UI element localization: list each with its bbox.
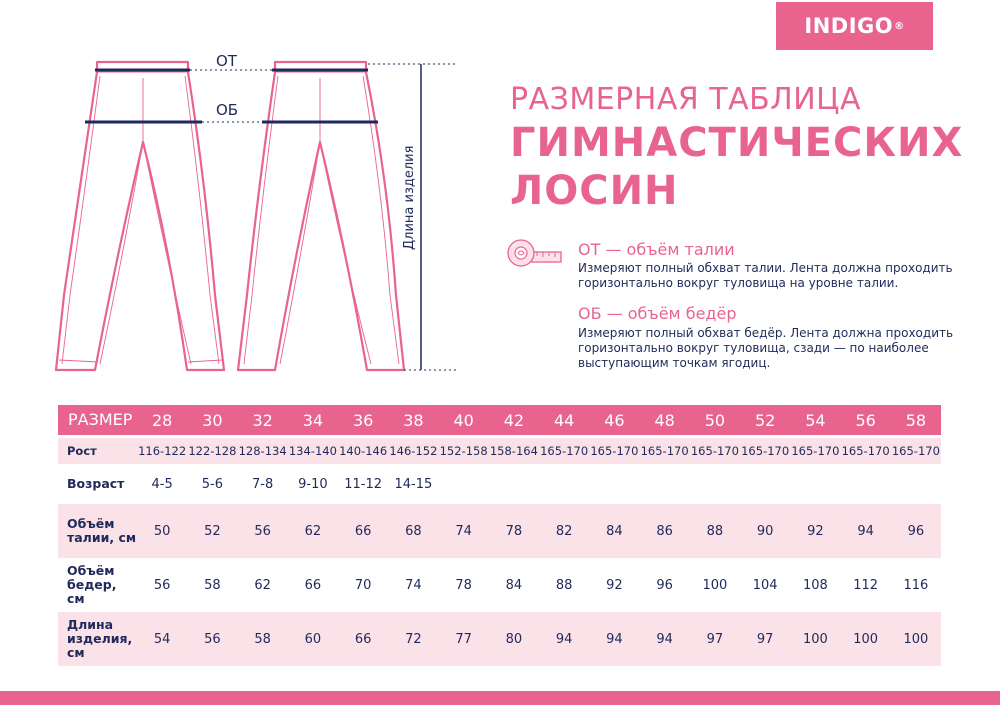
table-cell bbox=[589, 464, 639, 504]
table-cell: 56 bbox=[238, 504, 288, 558]
table-cell: 66 bbox=[304, 577, 322, 593]
table-cell: 11-12 bbox=[344, 476, 383, 492]
size-cell: 34 bbox=[288, 405, 338, 435]
table-cell: 165-170 bbox=[790, 438, 840, 464]
size-cell: 32 bbox=[238, 405, 288, 435]
title-line-2: ГИМНАСТИЧЕСКИХ bbox=[510, 120, 964, 166]
table-cell: 52 bbox=[187, 504, 237, 558]
table-cell: 14-15 bbox=[394, 476, 433, 492]
table-cell: 100 bbox=[841, 612, 891, 666]
table-cell: 92 bbox=[606, 577, 623, 593]
hip-label: ОБ bbox=[216, 101, 239, 119]
table-cell: 116-122 bbox=[137, 438, 187, 464]
registered-mark: ® bbox=[894, 20, 905, 32]
size-cell: 54 bbox=[790, 405, 840, 435]
table-cell: 7-8 bbox=[252, 476, 274, 492]
table-cell: 78 bbox=[489, 504, 539, 558]
table-cell: 165-170 bbox=[690, 438, 740, 464]
table-cell: 66 bbox=[338, 612, 388, 666]
table-cell: 74 bbox=[405, 577, 422, 593]
table-cell bbox=[891, 464, 941, 504]
table-cell: 97 bbox=[740, 612, 790, 666]
table-cell: 96 bbox=[891, 504, 941, 558]
size-cell: 58 bbox=[891, 405, 941, 435]
table-cell: 78 bbox=[455, 577, 472, 593]
size-cell: 38 bbox=[388, 405, 438, 435]
table-cell: 60 bbox=[288, 612, 338, 666]
table-cell: 5-6 bbox=[201, 476, 223, 492]
hip-row bbox=[58, 558, 941, 612]
table-cell: 72 bbox=[388, 612, 438, 666]
table-cell: 158-164 bbox=[489, 438, 539, 464]
hip-definition-heading: ОБ — объём бедёр bbox=[578, 304, 737, 323]
table-cell: 82 bbox=[539, 504, 589, 558]
waist-label: ОТ bbox=[216, 52, 237, 70]
table-cell: 165-170 bbox=[640, 438, 690, 464]
size-cell: 44 bbox=[539, 405, 589, 435]
table-cell: 96 bbox=[656, 577, 673, 593]
table-cell: 140-146 bbox=[338, 438, 388, 464]
brand-logo bbox=[776, 2, 933, 50]
waist-definition-heading: ОТ — объём талии bbox=[578, 240, 735, 259]
title-line-3: ЛОСИН bbox=[510, 168, 679, 214]
table-cell: 58 bbox=[238, 612, 288, 666]
size-cell: 52 bbox=[740, 405, 790, 435]
table-cell: 86 bbox=[640, 504, 690, 558]
leggings-back-outline bbox=[238, 62, 404, 370]
table-cell: 84 bbox=[505, 577, 523, 593]
table-cell: 50 bbox=[137, 504, 187, 558]
table-cell: 54 bbox=[137, 612, 187, 666]
hip-definition-text: Измеряют полный обхват бедёр. Лента должна проходить горизонтально вокруг туловища, сзади — по наиболее выступающим точкам ягодиц. bbox=[578, 326, 954, 370]
age-row bbox=[58, 464, 941, 504]
title-line-1: РАЗМЕРНАЯ ТАБЛИЦА bbox=[510, 82, 861, 117]
size-cell: 48 bbox=[640, 405, 690, 435]
bottom-accent-bar bbox=[0, 691, 1000, 705]
row-label: Объём бедер, см bbox=[67, 563, 117, 606]
waist-definition-text: Измеряют полный обхват талии. Лента должна проходить горизонтально вокруг туловища на уровне талии. bbox=[578, 261, 953, 290]
table-cell bbox=[489, 464, 539, 504]
table-cell bbox=[439, 464, 489, 504]
table-cell: 56 bbox=[187, 612, 237, 666]
height-row bbox=[58, 438, 941, 464]
table-cell bbox=[740, 464, 790, 504]
table-cell bbox=[690, 464, 740, 504]
brand-logo-text: INDIGO bbox=[804, 14, 894, 38]
table-cell: 88 bbox=[555, 577, 573, 593]
row-label: Объём талии, см bbox=[58, 504, 137, 558]
table-cell: 62 bbox=[254, 577, 271, 593]
table-cell: 4-5 bbox=[151, 476, 173, 492]
table-cell: 74 bbox=[439, 504, 489, 558]
table-cell: 165-170 bbox=[841, 438, 891, 464]
table-cell: 94 bbox=[640, 612, 690, 666]
table-cell: 90 bbox=[740, 504, 790, 558]
table-cell: 100 bbox=[790, 612, 840, 666]
size-cell: 28 bbox=[137, 405, 187, 435]
table-cell: 94 bbox=[841, 504, 891, 558]
table-cell: 94 bbox=[589, 612, 639, 666]
size-cell: 56 bbox=[841, 405, 891, 435]
size-cell: 46 bbox=[589, 405, 639, 435]
table-cell: 80 bbox=[489, 612, 539, 666]
size-table bbox=[58, 405, 941, 666]
size-cell: 36 bbox=[338, 405, 388, 435]
table-cell: 68 bbox=[388, 504, 438, 558]
waist-row bbox=[58, 504, 941, 558]
row-label: Рост bbox=[58, 438, 137, 464]
size-cell: 30 bbox=[187, 405, 237, 435]
table-cell: 165-170 bbox=[539, 438, 589, 464]
table-cell bbox=[640, 464, 690, 504]
size-cell: 50 bbox=[690, 405, 740, 435]
table-cell: 97 bbox=[690, 612, 740, 666]
table-cell: 70 bbox=[354, 577, 372, 593]
table-cell: 94 bbox=[539, 612, 589, 666]
table-cell: 62 bbox=[288, 504, 338, 558]
measuring-tape-icon bbox=[505, 236, 565, 276]
table-cell: 58 bbox=[204, 577, 221, 593]
table-cell: 100 bbox=[702, 577, 728, 593]
table-cell: 128-134 bbox=[238, 438, 288, 464]
table-cell: 66 bbox=[338, 504, 388, 558]
table-cell: 116 bbox=[903, 577, 929, 593]
table-cell: 100 bbox=[891, 612, 941, 666]
table-cell bbox=[790, 464, 840, 504]
size-header-label: РАЗМЕР bbox=[58, 405, 137, 435]
row-label: Возраст bbox=[67, 476, 125, 491]
size-header-row bbox=[58, 405, 941, 435]
table-cell: 134-140 bbox=[288, 438, 338, 464]
table-cell: 122-128 bbox=[187, 438, 237, 464]
length-row bbox=[58, 612, 941, 666]
table-cell: 56 bbox=[153, 577, 171, 593]
table-cell: 108 bbox=[802, 577, 828, 593]
row-label: Длина изделия, см bbox=[58, 612, 137, 666]
table-cell: 112 bbox=[853, 577, 879, 593]
size-cell: 40 bbox=[439, 405, 489, 435]
length-label: Длина изделия bbox=[402, 145, 417, 250]
table-cell: 146-152 bbox=[388, 438, 438, 464]
table-cell bbox=[841, 464, 891, 504]
table-cell: 104 bbox=[752, 577, 778, 593]
table-cell: 152-158 bbox=[439, 438, 489, 464]
table-cell: 165-170 bbox=[589, 438, 639, 464]
table-cell: 77 bbox=[439, 612, 489, 666]
table-cell: 84 bbox=[589, 504, 639, 558]
size-cell: 42 bbox=[489, 405, 539, 435]
table-cell: 88 bbox=[690, 504, 740, 558]
table-cell: 165-170 bbox=[740, 438, 790, 464]
table-cell bbox=[539, 464, 589, 504]
table-cell: 92 bbox=[790, 504, 840, 558]
table-cell: 165-170 bbox=[891, 438, 941, 464]
table-cell: 9-10 bbox=[298, 476, 328, 492]
